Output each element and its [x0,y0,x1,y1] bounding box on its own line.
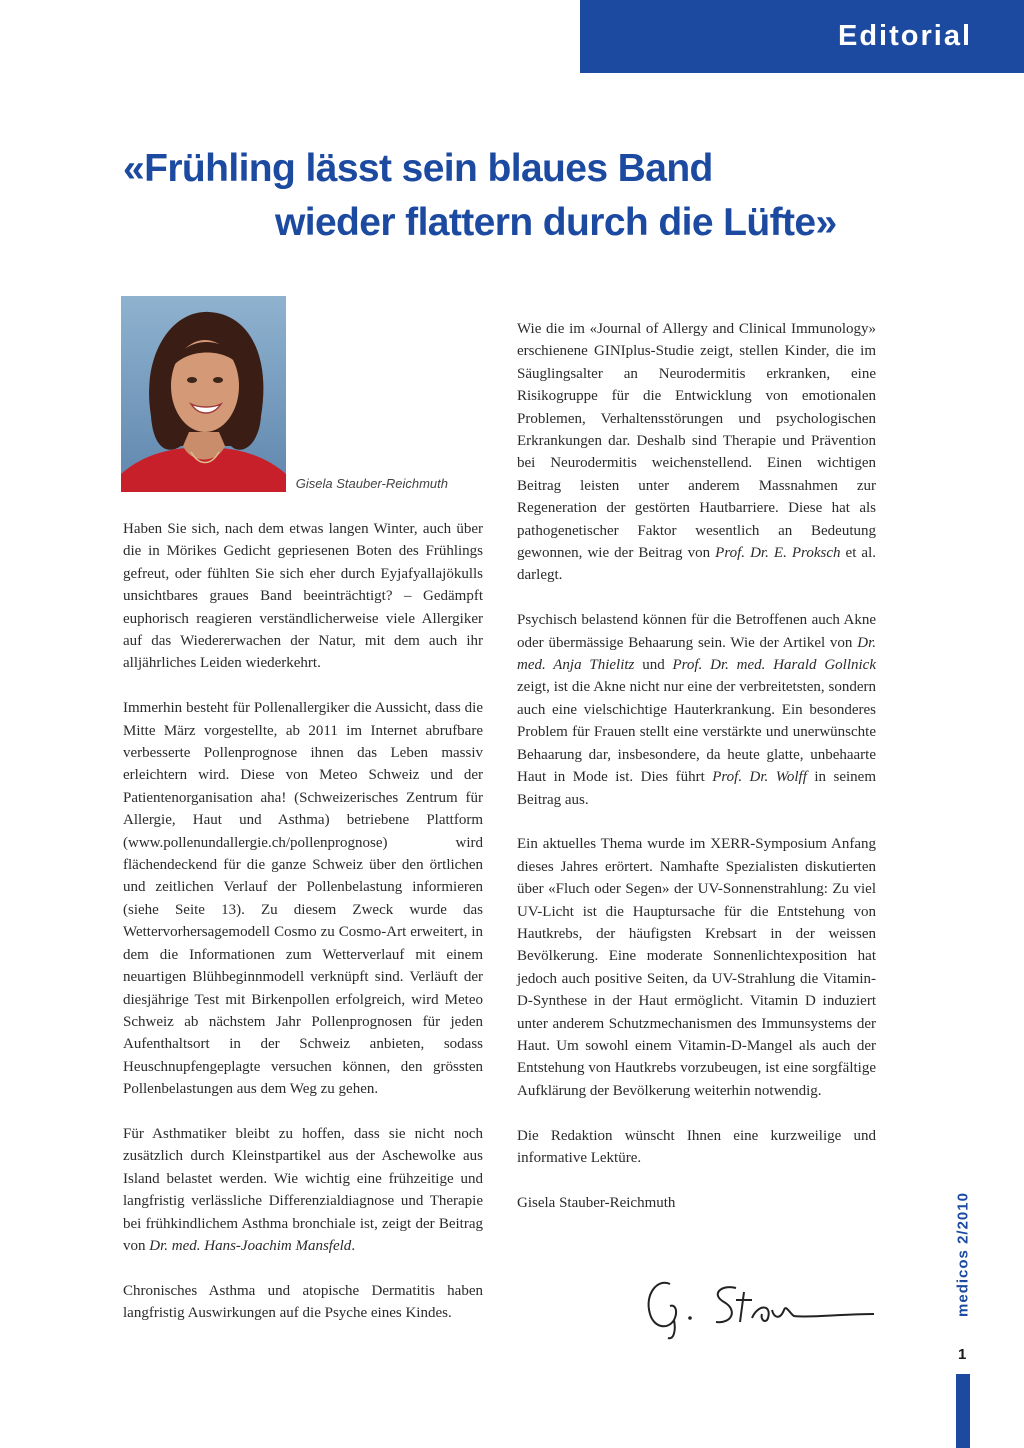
right-paragraph-2-mid: zeigt, ist die Akne nicht nur eine der verbreitetsten, sondern auch eine vielschichtige Hauterkrankung. Ein besonderes Problem für Frauen stellt eine verstärkte und unerwünschte Behaarung dar, insbesondere, da heute glatte, unbehaarte Haut in Mode ist. Dies führt [517,679,876,786]
author-reference: Dr. med. Anja Thielitz [517,634,876,674]
right-paragraph-1 [517,318,876,587]
author-reference: Prof. Dr. E. Proksch [715,545,841,562]
conjunction: und [642,657,665,674]
page-number: 1 [958,1346,967,1363]
headline-line-2: wieder flattern durch die Lüfte» [275,201,837,244]
section-label: Editorial [837,20,972,52]
right-paragraph-2-text: Psychisch belastend können für die Betroffenen auch Akne oder übermässige Behaarung sein. Wie der Artikel von [517,612,876,651]
author-reference: Prof. Dr. Wolff [712,769,807,786]
left-paragraph-3 [123,1123,483,1257]
journal-label [950,1193,974,1323]
left-paragraph-2: Immerhin besteht für Pollenallergiker die Aussicht, dass die Mitte März vorgestellte, ab 2011 im Internet abrufbare verbesserte Pollenprognose ihnen das Leben massiv erleichtern wird. Diese von Meteo Schweiz und der Patientenorganisation aha! (Schweizerisches Zentrum für Allergie, Haut und Asthma) betriebene Plattform (www.pollenundallergie.ch/pollenprognose) wird flächendeckend für die ganze Schweiz über den örtlichen und zeitlichen Verlauf der Pollenbelastung informieren (siehe Seite 13). Zu diesem Zweck wurde das Wettervorhersagemodell Cosmo zu Cosmo-Art erweitert, in dem die Informationen zum Wetterverlauf mit einem neuartigen Blühbeginnmodell verknüpft sind. Verläuft der diesjährige Test mit Birkenpollen erfolgreich, wird Meteo Schweiz ab nächstem Jahr Pollenprognosen für jeden Aufenthaltsort in der Schweiz anbieten, sodass Heuschnupfengeplagte versuchen können, den grössten Pollenbelastungen aus dem Weg zu gehen. [123,700,483,1098]
left-paragraph-3-text: Für Asthmatiker bleibt zu hoffen, dass sie nicht noch zusätzlich durch Kleinstpartikel aus der Aschewolke aus Island belastet werden. Wie wichtig eine frühzeitige und langfristig verlässliche Differenzialdiagnose und Therapie bei frühkindlichem Asthma bronchiale ist, zeigt der Beitrag von [123,1125,483,1254]
author-reference: Dr. med. Hans-Joachim Mansfeld [149,1237,352,1254]
headline [123,142,883,250]
left-paragraph-4: Chronisches Asthma und atopische Dermatitis haben langfristig Auswirkungen auf die Psyche eines Kindes. [123,1282,483,1322]
page-marker-bar [956,1374,970,1448]
right-paragraph-1-text: Wie die im «Journal of Allergy and Clinical Immunology» erschienene GINIplus-Studie zeigt, stellen Kinder, die im Säuglingsalter an Neurodermitis erkranken, eine Risikogruppe für die Entwicklung von emotionalen Problemen, Verhaltensstörungen und psychologischen Erkrankungen dar. Deshalb sind Therapie und Prävention bei Neurodermitis weichenstellend. Einen wichtigen Beitrag leisten unter anderem Massnahmen zur Regeneration der gestörten Hautbarriere. Diese hat als pathogenetischer Faktor wesentlich an Bedeutung gewonnen, wie der Beitrag von [517,321,876,562]
right-paragraph-4: Die Redaktion wünscht Ihnen eine kurzweilige und informative Lektüre. [517,1127,876,1166]
section-tab [580,0,1024,73]
left-paragraph-1: Haben Sie sich, nach dem etwas langen Winter, auch über die in Mörikes Gedicht gepriesenen Boten des Frühlings gefreut, oder fühlten Sie sich eher durch Eyjafyallajökulls unsichtbares graues Band beeinträchtigt? – Gedämpft euphorisch reagieren verständlicherweise viele Allergiker auf das Wiedererwachen der Natur, mit dem auch ihr alljährliches Leiden wiederkehrt. [123,521,483,672]
author-photo [121,296,286,492]
author-portrait [121,296,286,492]
author-reference: Prof. Dr. med. Harald Gollnick [672,657,876,674]
right-paragraph-3: Ein aktuelles Thema wurde im XERR-Symposium Anfang dieses Jahres erörtert. Namhafte Spezialisten diskutierten über «Fluch oder Segen» der UV-Sonnenstrahlung: Zu viel UV-Licht ist die Hauptursache für die Entstehung von Hautkrebs, der häufigsten Krebsart in der weissen Bevölkerung. Eine moderate Sonnenlichtexposition hat jedoch auch positive Seiten, da UV-Strahlung die Vitamin-D-Synthese in der Haut ermöglicht. Vitamin D induziert unter anderem Schutzmechanismen des Immunsystems der Haut. Um sowohl einem Vitamin-D-Mangel als auch der Entstehung von Hautkrebs vorzubeugen, ist eine sorgfältige Aufklärung der Bevölkerung weiterhin notwendig. [517,836,876,1099]
headline-line-1: «Frühling lässt sein blaues Band [123,147,713,190]
journal-issue: medicos 2/2010 [954,1192,972,1317]
right-paragraph-2 [517,609,876,811]
handwritten-signature [640,1270,880,1340]
left-paragraph-3-end: . [351,1237,356,1254]
right-paragraph-2-end: in seinem Beitrag aus. [517,769,876,808]
right-paragraph-1-end: et al. darlegt. [517,545,877,584]
photo-caption: Gisela Stauber-Reichmuth [295,476,448,491]
left-column [123,518,483,1347]
signoff-name: Gisela Stauber-Reichmuth [517,1194,676,1211]
right-column [517,318,876,1237]
